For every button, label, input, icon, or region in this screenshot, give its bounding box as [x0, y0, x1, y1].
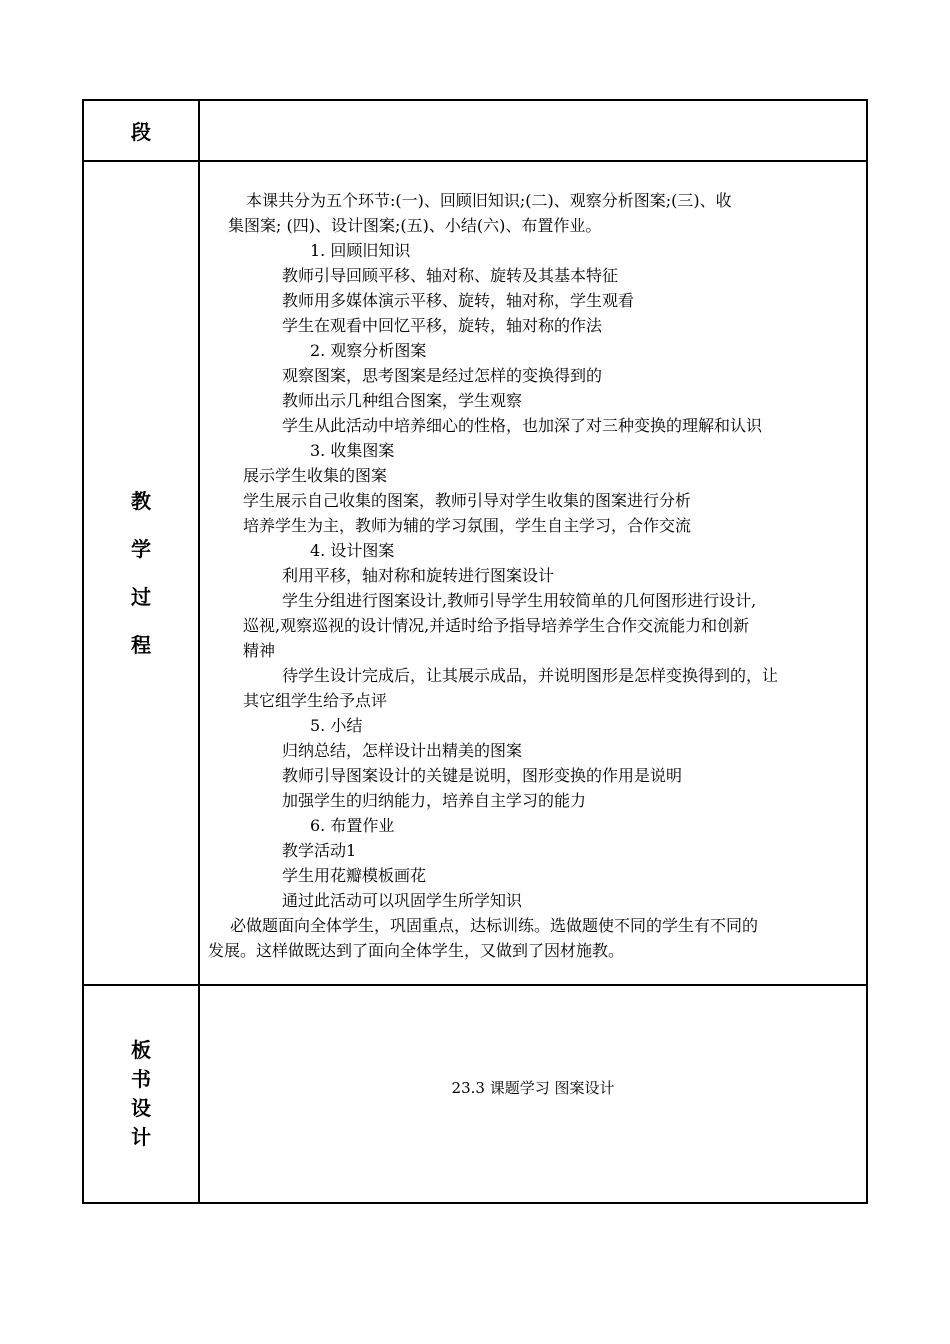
process-line: 发展。这样做既达到了面向全体学生，又做到了因材施教。 [208, 941, 625, 960]
process-line: 学生分组进行图案设计,教师引导学生用较简单的几何图形进行设计, [282, 591, 757, 610]
process-line: 2. 观察分析图案 [310, 341, 427, 360]
process-line: 教师出示几种组合图案，学生观察 [282, 391, 523, 410]
process-line: 学生在观看中回忆平移，旋转，轴对称的作法 [282, 316, 603, 335]
process-line: 利用平移，轴对称和旋转进行图案设计 [282, 566, 555, 585]
teaching-process-label [84, 162, 200, 984]
board-design-row [84, 986, 866, 1202]
process-line: 4. 设计图案 [310, 541, 395, 560]
process-line: 归纳总结，怎样设计出精美的图案 [282, 741, 523, 760]
process-line: 学生用花瓣模板画花 [282, 866, 427, 885]
board-design-text: 23.3 课题学习 图案设计 [451, 1079, 615, 1097]
label-char: 计 [131, 1125, 151, 1149]
process-line: 1. 回顾旧知识 [310, 241, 411, 260]
stage-label-char: 段 [131, 120, 151, 144]
process-line: 3. 收集图案 [310, 441, 395, 460]
label-char: 程 [131, 633, 151, 657]
label-char: 书 [131, 1067, 151, 1091]
process-line: 教学活动1 [282, 841, 357, 860]
label-char: 板 [131, 1038, 151, 1062]
board-design-label [84, 986, 200, 1202]
process-line: 5. 小结 [310, 716, 363, 735]
label-char: 教 [131, 489, 151, 513]
process-line: 其它组学生给予点评 [243, 691, 388, 710]
process-line: 待学生设计完成后，让其展示成品，并说明图形是怎样变换得到的，让 [282, 666, 779, 685]
process-line: 培养学生为主，教师为辅的学习氛围，学生自主学习，合作交流 [243, 516, 692, 535]
process-line: 集图案; (四)、设计图案;(五)、小结(六)、布置作业。 [228, 216, 602, 235]
label-char: 学 [131, 537, 151, 561]
label-char: 过 [131, 585, 151, 609]
stage-label [84, 101, 200, 160]
process-line: 展示学生收集的图案 [243, 466, 388, 485]
label-char: 设 [131, 1096, 151, 1120]
process-line: 加强学生的归纳能力，培养自主学习的能力 [282, 791, 587, 810]
process-line: 教师引导回顾平移、轴对称、旋转及其基本特征 [282, 266, 619, 285]
process-line: 学生展示自己收集的图案，教师引导对学生收集的图案进行分析 [243, 491, 692, 510]
process-line: 通过此活动可以巩固学生所学知识 [282, 891, 523, 910]
process-line: 学生从此活动中培养细心的性格，也加深了对三种变换的理解和认识 [282, 416, 763, 435]
teaching-process-row [84, 162, 866, 986]
process-line: 必做题面向全体学生，巩固重点，达标训练。选做题使不同的学生有不同的 [230, 916, 759, 935]
stage-content [200, 101, 866, 160]
process-line: 教师引导图案设计的关键是说明，图形变换的作用是说明 [282, 766, 683, 785]
process-line: 本课共分为五个环节:(一)、回顾旧知识;(二)、观察分析图案;(三)、收 [246, 191, 732, 210]
stage-row [84, 101, 866, 162]
process-line: 巡视,观察巡视的设计情况,并适时给予指导培养学生合作交流能力和创新 [243, 616, 750, 635]
lesson-plan-table [82, 99, 868, 1204]
process-line: 6. 布置作业 [310, 816, 395, 835]
process-line: 观察图案，思考图案是经过怎样的变换得到的 [282, 366, 603, 385]
process-line: 精神 [243, 641, 276, 660]
board-design-content [200, 986, 866, 1202]
teaching-process-content [200, 162, 866, 984]
process-line: 教师用多媒体演示平移、旋转，轴对称，学生观看 [282, 291, 635, 310]
